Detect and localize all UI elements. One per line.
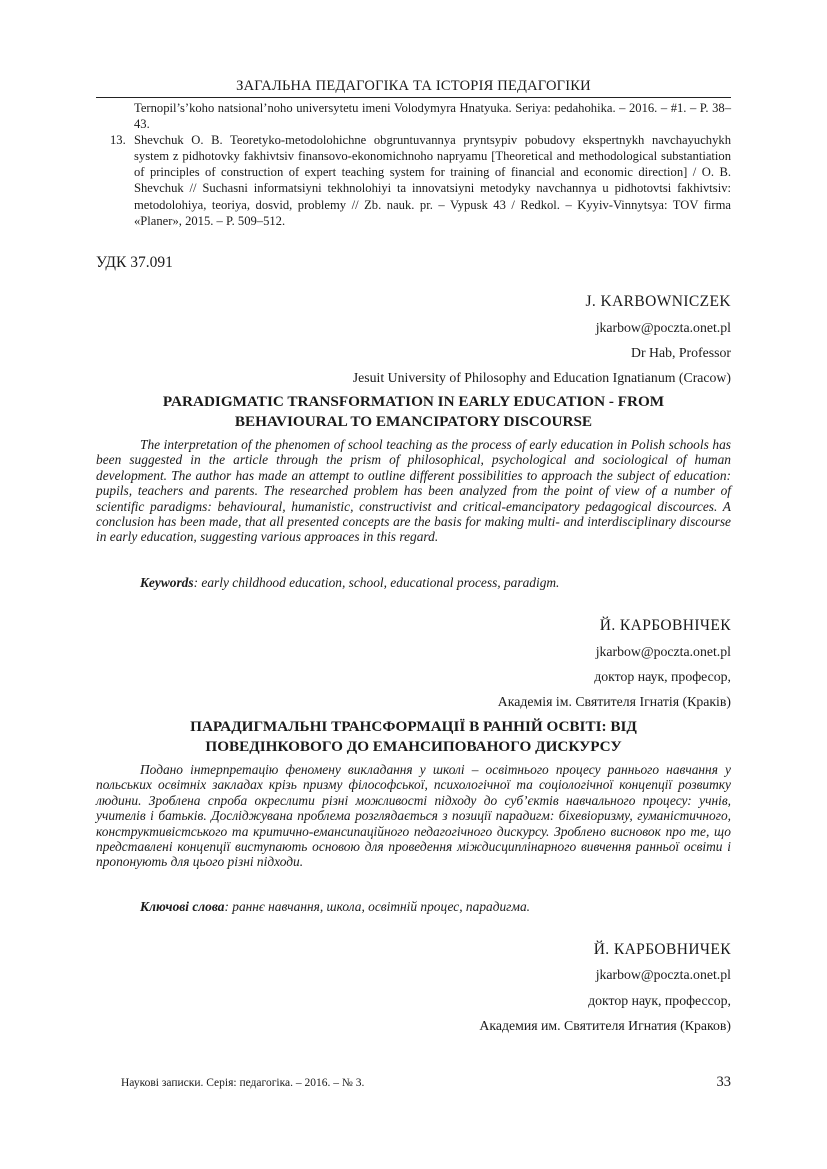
title-line: ПАРАДИГМАЛЬНІ ТРАНСФОРМАЦІЇ В РАННІЙ ОСВІТІ: ВІД	[190, 718, 637, 735]
keywords-label: Keywords	[140, 575, 194, 590]
article-title-uk	[96, 717, 731, 756]
header-divider	[96, 97, 731, 98]
keywords-label: Ключові слова	[140, 899, 225, 914]
author-name-uk: Й. КАРБОВНІЧЕК	[599, 617, 731, 634]
author-degree-ru: доктор наук, профессор,	[588, 993, 731, 1008]
author-degree-en: Dr Hab, Professor	[630, 345, 731, 360]
author-affiliation-uk: Академія ім. Святителя Ігнатія (Краків)	[497, 694, 731, 709]
author-affiliation-en: Jesuit University of Philosophy and Education Ignatianum (Cracow)	[352, 370, 731, 385]
keywords-text: : раннє навчання, школа, освітній процес, парадигма.	[224, 899, 530, 914]
title-line: BEHAVIOURAL TO EMANCIPATORY DISCOURSE	[234, 412, 593, 430]
author-degree-uk: доктор наук, професор,	[594, 669, 731, 684]
abstract-uk: Подано інтерпретацію феномену викладання у школі – освітнього процесу раннього навчання у польських освітніх закладах крізь призму філософської, психологічної та соціологічної концепції розвитку людини. Зроблена спроба окреслити різні можливості підходу до суб’єктів навчального процесу: учнів, учителів і батьків. Досліджувана проблема розглядається з позиції парадигм: біхевіоризму, гуманістичного, конструктивістського та критично-емансипаційного педагогічного дискурсу. Зроблено висновок про те, що представлені концепції виступають основою для проведення міждисциплінарного вивчення ранньої освіти і пропонують для цього різні підходи.	[96, 762, 731, 870]
keywords-text: : early childhood education, school, educational process, paradigm.	[193, 575, 560, 590]
running-header: ЗАГАЛЬНА ПЕДАГОГІКА ТА ІСТОРІЯ ПЕДАГОГІКИ	[236, 78, 591, 94]
title-line: PARADIGMATIC TRANSFORMATION IN EARLY EDUCATION - FROM	[162, 393, 665, 410]
author-name-ru: Й. КАРБОВНИЧЕК	[593, 941, 731, 958]
journal-footer: Наукові записки. Серія: педагогіка. – 2016. – № 3.	[121, 1077, 365, 1089]
reference-text: Ternopil’s’koho natsional’noho universytetu imeni Volodymyra Hnatyuka. Seriya: pedahohika. – 2016. – #1. – P. 38–43.	[134, 101, 731, 132]
abstract-en: The interpretation of the phenomen of school teaching as the process of early education in Polish schools has been suggested in the article through the prism of philosophical, psychological and sociological of human development. The author has made an attempt to outline different possibilities to approach the subject of education: pupils, teachers and parents. The researched problem has been analyzed from the point of view of a number of scientific paradigms: behavioural, humanistic, constructivist and critical-emancipatory pedagogical discources. A conclusion has been made, that all presented concepts are the basis for making multi- and interdisciplinary discourse in early education, suggesting various approaces in this regard.	[96, 437, 731, 545]
reference-text: Shevchuk O. B. Teoretyko-metodolohichne obgruntuvannya pryntsypiv pobudovy ekspertnykh navchayuchykh system z pidhotovky fakhivtsiv finansovo-ekonomichnoho napryamu [Theoretical and methodological substantiation of principles of construction of expert teaching system for training of financial and economic direction] / O. B. Shevchuk // Suchasni informatsiyni tekhnolohiyi ta innovatsiyni metodyky navchannya u pidhotovtsi fakhivtsiv: metodolohiya, teoriya, dosvid, problemy // Zb. nauk. pr. – Vypusk 43 / Redkol. – Kyyiv-Vinnytsya: TOV firma «Planer», 2015. – P. 509–512.	[134, 133, 731, 228]
author-name-en: J. KARBOWNICZEK	[585, 293, 731, 310]
keywords-uk	[96, 899, 731, 915]
title-line: ПОВЕДІНКОВОГО ДО ЕМАНСИПОВАНОГО ДИСКУРСУ	[205, 737, 622, 755]
reference-list	[96, 100, 731, 229]
author-email-ru: jkarbow@poczta.onet.pl	[595, 967, 731, 982]
author-email-en: jkarbow@poczta.onet.pl	[595, 320, 731, 335]
reference-item	[96, 132, 731, 229]
author-email-uk: jkarbow@poczta.onet.pl	[595, 644, 731, 659]
reference-item	[96, 100, 731, 132]
article-title-en	[96, 392, 731, 431]
keywords-en	[96, 575, 731, 591]
reference-number: 13.	[110, 133, 126, 148]
page-number: 33	[716, 1074, 731, 1090]
author-affiliation-ru: Академия им. Святителя Игнатия (Краков)	[479, 1018, 731, 1033]
udc-code: УДК 37.091	[96, 254, 173, 271]
